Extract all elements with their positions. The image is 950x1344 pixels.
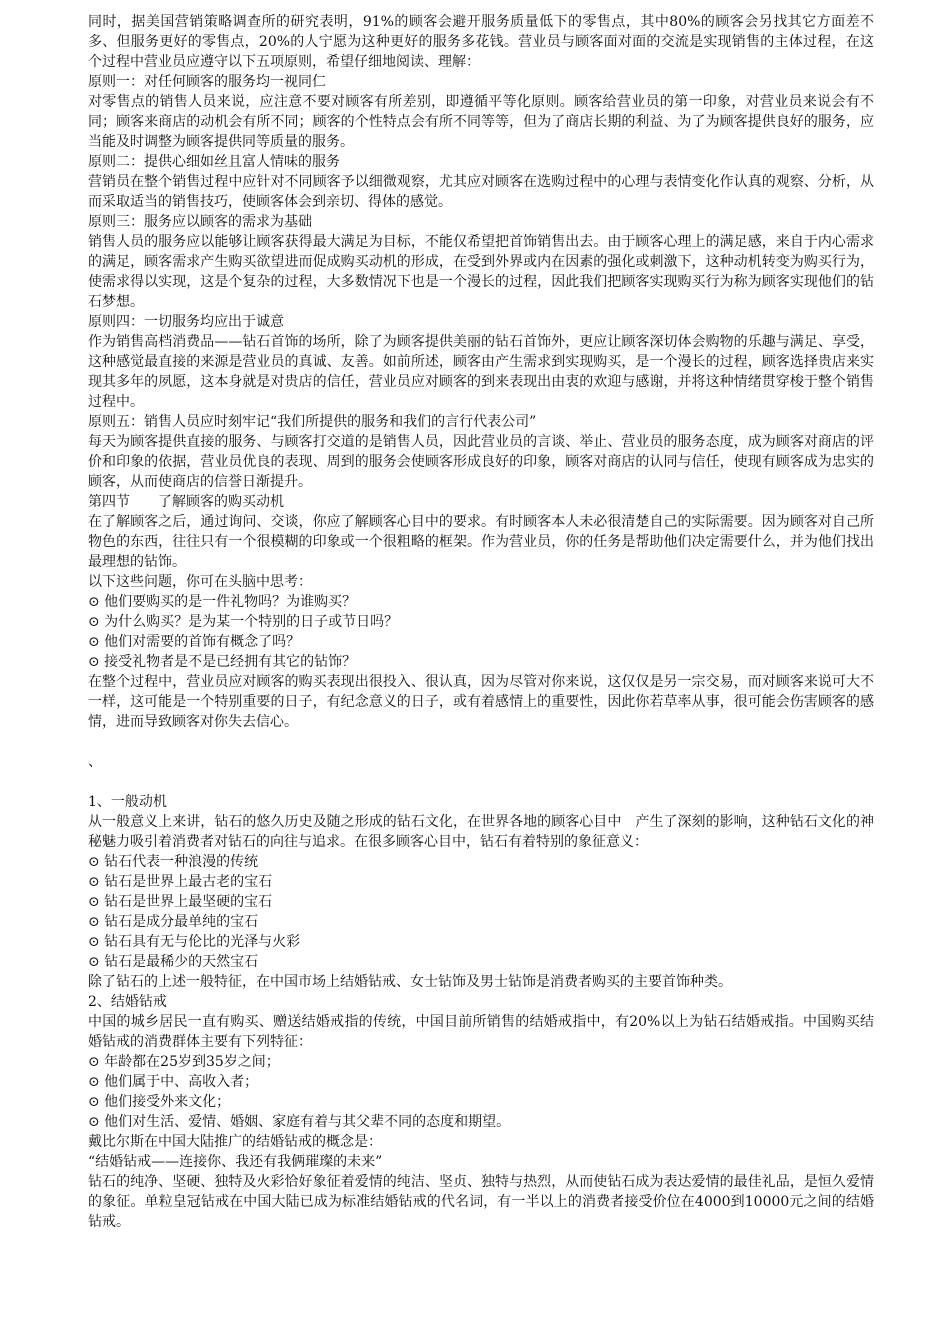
spacer (88, 772, 874, 792)
debeers-slogan: “结婚钻戒——连接你、我还有我俩璀璨的未来” (88, 1154, 383, 1170)
debeers-intro: 戴比尔斯在中国大陆推广的结婚钻戒的概念是： (88, 1134, 382, 1150)
symbol-item: ⊙ 钻石代表一种浪漫的传统 (88, 854, 259, 870)
final-paragraph: 钻石的纯净、坚硬、独特及火彩恰好象征着爱情的纯洁、坚贞、独特与热烈，从而使钻石成为表达爱情的最佳礼品，是恒久爱情的象征。单粒皇冠钻戒在中国大陆已成为标准结婚钻戒的代名词，有一半以上的消费者接受价位在4000到10000元之间的结婚钻戒。 (88, 1174, 874, 1230)
document-page (88, 12, 874, 1232)
motive-1-body: 从一般意义上来讲，钻石的悠久历史及随之形成的钻石文化，在世界各地的顾客心目中 产生了深刻的影响，这种钻石文化的神秘魅力吸引着消费者对钻石的向往与追求。在很多顾客心目中，钻石有着特别的象征意义： (88, 814, 874, 850)
principle-1-body: 对零售点的销售人员来说，应注意不要对顾客有所差别，即遵循平等化原则。顾客给营业员的第一印象，对营业员来说会有不同；顾客来商店的动机会有所不同；顾客的个性特点会有所不同等等，但为了商店长期的利益、为了为顾客提供良好的服务，应当能及时调整为顾客提供同等质量的服务。 (88, 94, 874, 150)
principle-3-body: 销售人员的服务应以能够让顾客获得最大满足为目标，不能仅希望把首饰销售出去。由于顾客心理上的满足感，来自于内心需求的满足，顾客需求产生购买欲望进而促成购买动机的形成，在受到外界或内在因素的强化或刺激下，这种动机转变为购买行为，使需求得以实现，这是个复杂的过程，大多数情况下也是一个漫长的过程，因此我们把顾客实现购买行为称为顾客实现他们的钻石梦想。 (88, 234, 874, 310)
trait-item: ⊙ 他们属于中、高收入者； (88, 1074, 259, 1090)
motive-1-title: 1、一般动机 (88, 794, 167, 810)
question-item: ⊙ 他们对需要的首饰有概念了吗？ (88, 634, 301, 650)
spacer (88, 732, 874, 752)
stray-punctuation: 、 (88, 754, 102, 770)
principle-1-title: 原则一：对任何顾客的服务均一视同仁 (88, 74, 326, 90)
section-4-body: 在了解顾客之后，通过询问、交谈，你应了解顾客心目中的要求。有时顾客本人未必很清楚自己的实际需要。因为顾客对自己所物色的东西，往往只有一个很模糊的印象或一个很粗略的框架。作为营业员，你的任务是帮助他们决定需要什么，并为他们找出最理想的钻饰。 (88, 514, 874, 570)
intro-paragraph: 同时，据美国营销策略调查所的研究表明，91%的顾客会避开服务质量低下的零售点，其中80%的顾客会另找其它方面差不多、但服务更好的零售点，20%的人宁愿为这种更好的服务多花钱。营业员与顾客面对面的交流是实现销售的主体过程，在这个过程中营业员应遵守以下五项原则，希望仔细地阅读、理解： (88, 14, 874, 70)
motive-2-title: 2、结婚钻戒 (88, 994, 167, 1010)
principle-5-title: 原则五：销售人员应时刻牢记“我们所提供的服务和我们的言行代表公司” (88, 414, 537, 430)
principle-3-title: 原则三：服务应以顾客的需求为基础 (88, 214, 312, 230)
question-item: ⊙ 为什么购买？是为某一个特别的日子或节日吗？ (88, 614, 399, 630)
symbol-item: ⊙ 钻石具有无与伦比的光泽与火彩 (88, 934, 301, 950)
symbol-item: ⊙ 钻石是成分最单纯的宝石 (88, 914, 259, 930)
symbol-item: ⊙ 钻石是世界上最古老的宝石 (88, 874, 273, 890)
principle-5-body: 每天为顾客提供直接的服务、与顾客打交道的是销售人员，因此营业员的言谈、举止、营业员的服务态度，成为顾客对商店的评价和印象的依据，营业员优良的表现、周到的服务会使顾客形成良好的印象，顾客对商店的认同与信任，使现有顾客成为忠实的顾客，从而使商店的信誉日渐提升。 (88, 434, 874, 490)
question-item: ⊙ 他们要购买的是一件礼物吗？为谁购买？ (88, 594, 357, 610)
trait-item: ⊙ 年龄都在25岁到35岁之间； (88, 1054, 280, 1070)
principle-2-body: 营销员在整个销售过程中应针对不同顾客予以细微观察，尤其应对顾客在选购过程中的心理与表情变化作认真的观察、分析，从而采取适当的销售技巧，使顾客体会到亲切、得体的感觉。 (88, 174, 874, 210)
trait-item: ⊙ 他们对生活、爱情、婚姻、家庭有着与其父辈不同的态度和期望。 (88, 1114, 511, 1130)
question-item: ⊙ 接受礼物者是不是已经拥有其它的钻饰？ (88, 654, 357, 670)
motive-2-body: 中国的城乡居民一直有购买、赠送结婚戒指的传统，中国目前所销售的结婚戒指中，有20%以上为钻石结婚戒指。中国购买结婚钻戒的消费群体主要有下列特征： (88, 1014, 874, 1050)
trait-item: ⊙ 他们接受外来文化； (88, 1094, 231, 1110)
section-4-closing: 在整个过程中，营业员应对顾客的购买表现出很投入、很认真，因为尽管对你来说，这仅仅是另一宗交易，而对顾客来说可大不一样，这可能是一个特别重要的日子，有纪念意义的日子，或有着感情上的重要性，因此你若草率从事，很可能会伤害顾客的感情，进而导致顾客对你失去信心。 (88, 674, 874, 730)
principle-4-body: 作为销售高档消费品——钻石首饰的场所，除了为顾客提供美丽的钻石首饰外，更应让顾客深切体会购物的乐趣与满足、享受，这种感觉最直接的来源是营业员的真诚、友善。如前所述，顾客由产生需求到实现购买，是一个漫长的过程，顾客选择贵店来实现其多年的夙愿，这本身就是对贵店的信任，营业员应对顾客的到来表现出由衷的欢迎与感谢，并将这种情绪贯穿梭于整个销售过程中。 (88, 334, 874, 410)
principle-2-title: 原则二：提供心细如丝且富人情味的服务 (88, 154, 340, 170)
principle-4-title: 原则四：一切服务均应出于诚意 (88, 314, 284, 330)
motive-1-closing: 除了钻石的上述一般特征，在中国市场上结婚钻戒、女士钻饰及男士钻饰是消费者购买的主要首饰种类。 (88, 974, 732, 990)
symbol-item: ⊙ 钻石是最稀少的天然宝石 (88, 954, 259, 970)
symbol-item: ⊙ 钻石是世界上最坚硬的宝石 (88, 894, 273, 910)
questions-intro: 以下这些问题，你可在头脑中思考： (88, 574, 312, 590)
section-4-title: 第四节 了解顾客的购买动机 (88, 494, 284, 510)
